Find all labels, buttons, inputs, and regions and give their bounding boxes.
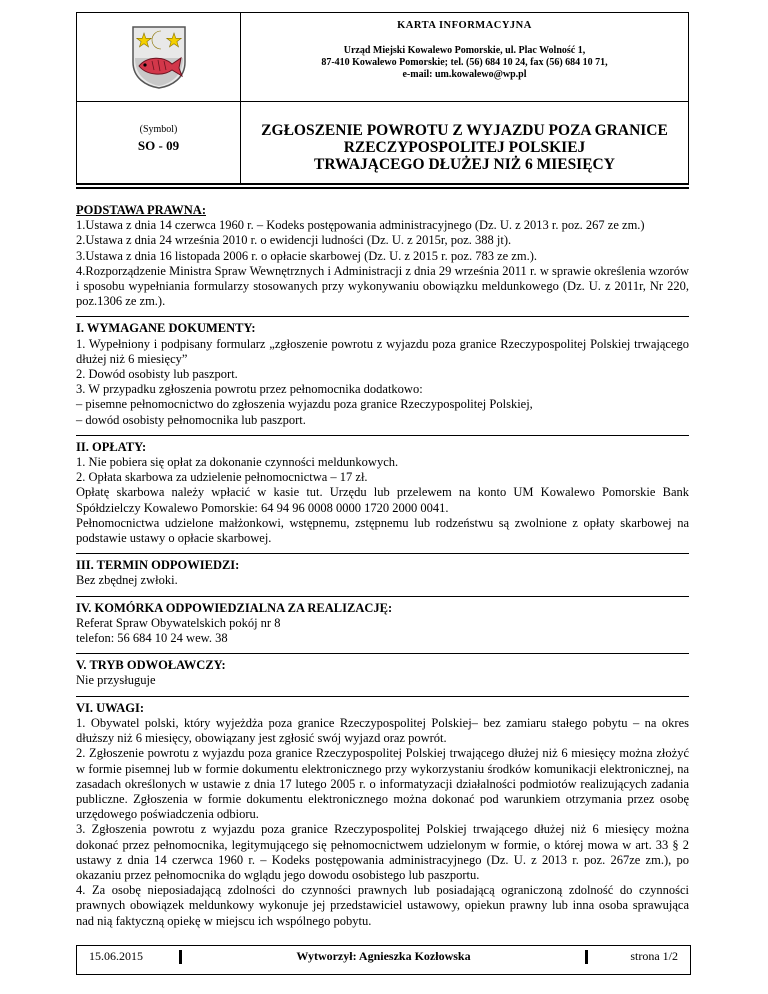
footer-author: Wytworzył: Agnieszka Kozłowska: [296, 949, 471, 963]
note-item: 4. Za osobę nieposiadającą zdolności do czynności prawnych lub posiadającą ograniczoną zdolność do czynności prawnych obowiązek meldunkowy wykonuje jej przedstawiciel ustawowy, opiekun prawny lub inna osoba sprawująca nad nią faktyczną opiekę w miejscu ich wspólnego pobytu.: [76, 883, 689, 928]
section-heading: III. TERMIN ODPOWIEDZI:: [76, 558, 240, 573]
legal-item: 2.Ustawa z dnia 24 września 2010 r. o ewidencji ludności (Dz. U. z 2015r, poz. 388 jt).: [76, 233, 512, 248]
document-item: – pisemne pełnomocnictwo do zgłoszenia wyjazdu poza granice Rzeczypospolitej Polskiej,: [76, 397, 533, 412]
document-title-line1: ZGŁOSZENIE POWROTU Z WYJAZDU POZA GRANICE: [261, 122, 668, 139]
symbol-code: SO - 09: [137, 138, 180, 153]
document-item: 2. Dowód osobisty lub paszport.: [76, 367, 238, 382]
document-item: 1. Wypełniony i podpisany formularz „zgłoszenie powrotu z wyjazdu poza granice Rzeczypospolitej Polskiej trwającego dłużej niż 6 miesięcy”: [76, 336, 689, 366]
legal-item: 3.Ustawa z dnia 16 listopada 2006 r. o opłacie skarbowej (Dz. U. z 2015 r. poz. 783 ze zm.).: [76, 248, 537, 263]
symbol-cell: [77, 102, 241, 185]
office-address-line2: 87-410 Kowalewo Pomorskie; tel. (56) 684 10 24, fax (56) 684 10 71,: [321, 57, 608, 68]
appeal-text: Nie przysługuje: [76, 673, 156, 688]
document-item: 3. W przypadku zgłoszenia powrotu przez pełnomocnika dodatkowo:: [76, 382, 423, 397]
header-table: [76, 12, 689, 185]
page-footer: [76, 945, 691, 975]
section-fees: [76, 435, 689, 553]
office-address-line1: Urząd Miejski Kowalewo Pomorskie, ul. Plac Wolność 1,: [343, 45, 586, 56]
card-title: KARTA INFORMACYJNA: [397, 20, 532, 31]
note-item: 1. Obywatel polski, który wyjeżdża poza granice Rzeczypospolitej Polskiej– bez zamiaru stałego pobytu – na okres dłuższy niż 6 miesięcy, obowiązany jest zgłosić swój wyjazd oraz powrót.: [76, 715, 689, 746]
fee-item: Opłatę skarbowa należy wpłacić w kasie tut. Urzędu lub przelewem na konto UM Kowalewo Pomorskie Bank Spółdzielczy Kowalewo Pomorskie: 64 94 96 0008 0000 1720 2000 0041.: [76, 485, 689, 515]
office-info-cell: [241, 13, 688, 102]
coat-of-arms-cell: [77, 13, 241, 102]
section-notes: [76, 696, 689, 936]
document-title-cell: [241, 102, 688, 184]
document-frame: [76, 12, 689, 185]
note-item: 2. Zgłoszenie powrotu z wyjazdu poza granice Rzeczypospolitej Polskiej trwającego dłużej niż 6 miesięcy można złożyć w formie pisemnej lub w formie dokumentu elektronicznego przy wykorzystaniu środków komunikacji elektronicznej, na zasadach określonych w ustawie z dnia 17 lutego 2005 r. o informatyzacji działalności podmiotów realizujących zadania publiczne. Zgłoszenia w formie dokumentu elektronicznego można dokonać pod warunkiem otrzymania przez osobę urzędowego poświadczenia odbioru.: [76, 746, 689, 822]
coat-of-arms-icon: [130, 24, 188, 90]
document-title-line3: TRWAJĄCEGO DŁUŻEJ NIŻ 6 MIESIĘCY: [314, 156, 615, 173]
deadline-text: Bez zbędnej zwłoki.: [76, 573, 178, 588]
section-heading: I. WYMAGANE DOKUMENTY:: [76, 321, 256, 336]
section-appeal: [76, 653, 689, 695]
footer-date: 15.06.2015: [89, 949, 143, 963]
office-email: e-mail: um.kowalewo@wp.pl: [402, 69, 527, 80]
section-heading: PODSTAWA PRAWNA:: [76, 203, 206, 217]
section-responsible-unit: [76, 596, 689, 654]
footer-page-number: strona 1/2: [630, 949, 678, 963]
unit-room: Referat Spraw Obywatelskich pokój nr 8: [76, 615, 281, 630]
legal-item: 1.Ustawa z dnia 14 czerwca 1960 r. – Kodeks postępowania administracyjnego (Dz. U. z 2013 r. poz. 267 ze zm.): [76, 218, 645, 233]
document-title-line2: RZECZYPOSPOLITEJ POLSKIEJ: [343, 139, 586, 156]
section-heading: V. TRYB ODWOŁAWCZY:: [76, 658, 226, 673]
section-heading: II. OPŁATY:: [76, 439, 147, 454]
thick-rule-top: [76, 183, 689, 185]
fee-item: 2. Opłata skarbowa za udzielenie pełnomocnictwa – 17 zł.: [76, 470, 368, 485]
symbol-label: (Symbol): [139, 124, 178, 135]
document-body: [76, 203, 689, 936]
note-item: 3. Zgłoszenia powrotu z wyjazdu poza granice Rzeczypospolitej Polskiej trwającego dłużej niż 6 miesięcy można dokonać przez pełnomocnika, legitymującego się pełnomocnictwem udzielonym w formie, o której mowa w art. 33 § 2 ustawy z dnia 14 czerwca 1960 r. – Kodeks postępowania administracyjnego (Dz. U. z 2013 r. poz. 267ze zm.), po okazaniu przez pełnomocnika do wglądu jego dowodu osobistego lub paszportu.: [76, 822, 689, 882]
section-legal-basis: [76, 203, 689, 316]
footer-divider: [585, 950, 588, 964]
section-heading: VI. UWAGI:: [76, 700, 145, 715]
section-heading: IV. KOMÓRKA ODPOWIEDZIALNA ZA REALIZACJĘ:: [76, 600, 393, 615]
legal-item: 4.Rozporządzenie Ministra Spraw Wewnętrznych i Administracji z dnia 29 września 2011 r. w sprawie określenia wzorów i sposobu wypełniania formularzy stosowanych przy wykonywaniu obowiązku meldunkowego (Dz. U. z 2011r, Nr 220, poz.1306 ze zm.).: [76, 263, 689, 309]
fee-item: 1. Nie pobiera się opłat za dokonanie czynności meldunkowych.: [76, 455, 399, 470]
fee-item: Pełnomocnictwa udzielone małżonkowi, wstępnemu, zstępnemu lub rodzeństwu są zwolnione z opłaty skarbowej na podstawie ustawy o opłacie skarbowej.: [76, 515, 689, 546]
document-item: – dowód osobisty pełnomocnika lub paszport.: [76, 412, 306, 427]
section-response-deadline: [76, 553, 689, 595]
thick-rule-bottom: [76, 187, 689, 189]
unit-phone: telefon: 56 684 10 24 wew. 38: [76, 631, 228, 646]
section-required-documents: [76, 316, 689, 434]
